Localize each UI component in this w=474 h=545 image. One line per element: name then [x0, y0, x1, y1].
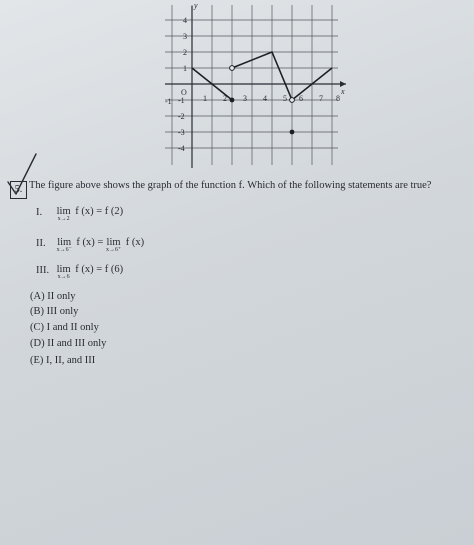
y-tick: 2: [183, 48, 187, 57]
limit-label: lim: [56, 264, 71, 275]
y-axis-label: y: [194, 1, 198, 10]
statement-roman: I.: [36, 207, 43, 218]
limit-label: lim: [106, 237, 121, 248]
y-tick: 1: [183, 64, 187, 73]
origin-label: O: [181, 88, 187, 97]
question-number: 5.: [10, 181, 27, 199]
x-tick: 8: [336, 94, 340, 103]
closed-point: [290, 130, 295, 135]
answer-choice-c[interactable]: (C) I and II only: [30, 322, 99, 333]
open-point: [230, 66, 235, 71]
limit-label: lim: [57, 237, 72, 248]
answer-choice-e[interactable]: (E) I, II, and III: [30, 355, 96, 366]
x-tick: 2: [223, 94, 227, 103]
statement-i: [36, 207, 123, 223]
answer-choice-b[interactable]: (B) III only: [30, 306, 79, 317]
x-tick: -1: [165, 97, 172, 106]
statement-ii: [36, 238, 144, 254]
limit-subscript: x→2: [57, 216, 70, 222]
limit-subscript: x→6: [57, 274, 70, 280]
graph-gridlines: [165, 5, 338, 165]
statement-expression: f (x) = f (2): [75, 206, 124, 217]
limit-label: lim: [56, 206, 71, 217]
statement-roman: III.: [36, 265, 50, 276]
y-tick: -4: [178, 144, 185, 153]
statement-roman: II.: [36, 238, 46, 249]
limit-subscript: x→6⁺: [105, 247, 122, 253]
function-graph: [160, 0, 350, 170]
function-curve: [232, 52, 332, 100]
x-axis-label: x: [341, 87, 345, 96]
x-tick: 6: [299, 94, 303, 103]
x-tick: 7: [319, 94, 323, 103]
open-point: [290, 98, 295, 103]
statement-expression: f (x): [125, 237, 145, 248]
closed-point: [230, 98, 235, 103]
answer-choice-d[interactable]: (D) II and III only: [30, 338, 107, 349]
statement-expression: f (x) = f (6): [75, 264, 124, 275]
x-tick: 3: [243, 94, 247, 103]
limit-subscript: x→6⁻: [56, 247, 72, 253]
x-tick: 5: [283, 94, 287, 103]
answer-choice-a[interactable]: (A) II only: [30, 291, 76, 302]
y-tick: 4: [183, 16, 187, 25]
y-tick: -1: [178, 96, 185, 105]
y-tick: -2: [178, 112, 185, 121]
y-tick: 3: [183, 32, 187, 41]
y-tick: -3: [178, 128, 185, 137]
x-tick: 1: [203, 94, 207, 103]
x-tick: 4: [263, 94, 267, 103]
question-text: The figure above shows the graph of the function f. Which of the following statements are true?: [29, 180, 432, 191]
statement-iii: [36, 265, 123, 281]
statement-expression: f (x) =: [76, 237, 106, 248]
